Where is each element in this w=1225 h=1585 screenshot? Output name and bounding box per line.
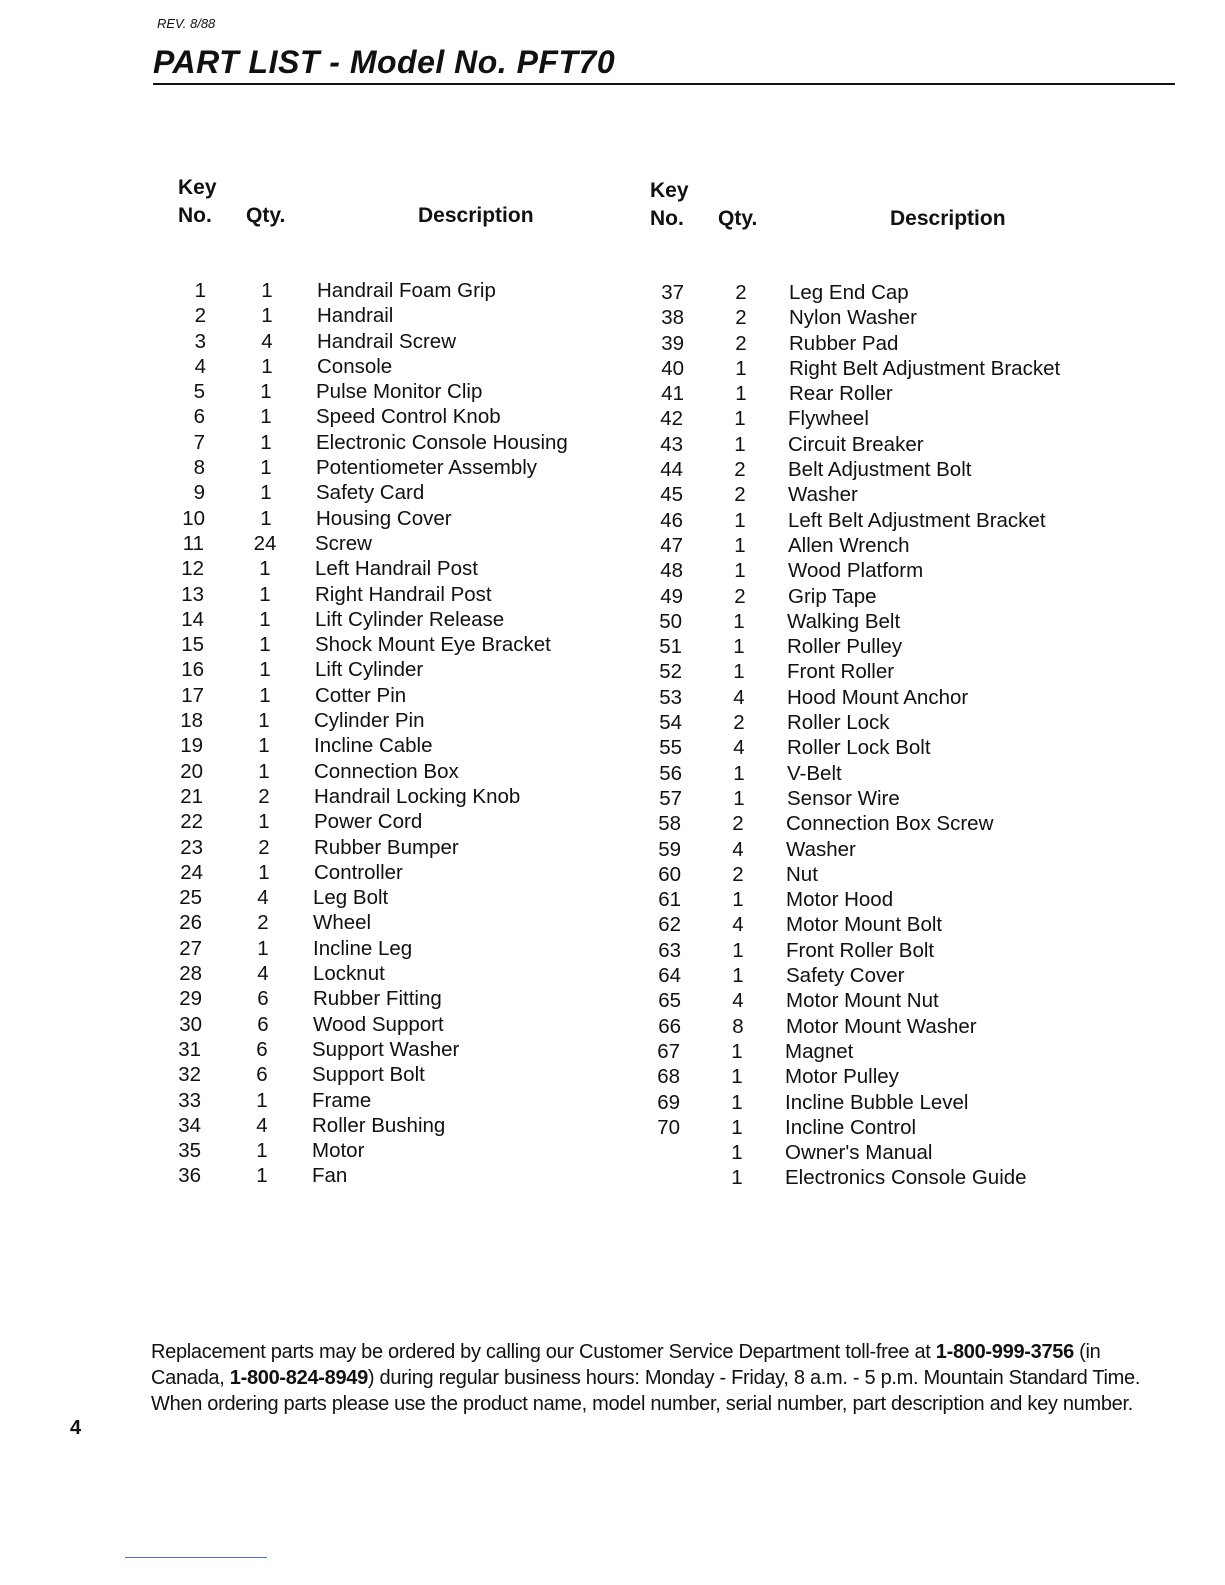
part-description: Incline Cable xyxy=(314,734,433,758)
part-description: Speed Control Knob xyxy=(316,405,501,429)
part-description: Cotter Pin xyxy=(315,683,407,707)
key-header-line1: Key xyxy=(650,179,689,202)
part-description: Motor Mount Nut xyxy=(786,989,939,1013)
part-key-number: 16 xyxy=(181,658,204,682)
part-key-number: 51 xyxy=(659,635,682,659)
part-description: Nylon Washer xyxy=(789,306,917,330)
part-quantity: 1 xyxy=(258,734,270,758)
part-description: Nut xyxy=(786,862,818,886)
part-quantity: 1 xyxy=(258,860,270,884)
part-description: Left Handrail Post xyxy=(315,557,478,581)
part-quantity: 1 xyxy=(261,354,273,378)
part-description: Wood Platform xyxy=(788,559,924,583)
qty-header: Qty. xyxy=(246,204,286,227)
part-key-number: 6 xyxy=(193,405,205,429)
part-quantity: 1 xyxy=(732,888,744,912)
part-key-number: 41 xyxy=(661,382,684,406)
part-quantity: 4 xyxy=(732,913,744,937)
part-quantity: 1 xyxy=(257,936,269,960)
part-key-number: 53 xyxy=(659,685,682,709)
part-quantity: 1 xyxy=(733,761,745,785)
key-header-line2: No. xyxy=(178,204,212,227)
part-key-number: 47 xyxy=(660,533,683,557)
part-quantity: 1 xyxy=(732,938,744,962)
part-quantity: 1 xyxy=(259,658,271,682)
part-key-number: 23 xyxy=(180,835,203,859)
title-rule xyxy=(153,83,1175,85)
part-description: Electronic Console Housing xyxy=(316,430,568,454)
part-description: Motor Hood xyxy=(786,888,894,912)
key-header-line2: No. xyxy=(650,207,684,230)
part-quantity: 4 xyxy=(732,989,744,1013)
part-key-number: 10 xyxy=(182,506,205,530)
part-key-number: 43 xyxy=(660,432,683,456)
part-key-number: 69 xyxy=(657,1090,680,1114)
part-description: Safety Cover xyxy=(786,964,905,988)
part-description: Lift Cylinder xyxy=(315,658,424,682)
part-key-number: 50 xyxy=(659,609,682,633)
part-key-number: 28 xyxy=(179,962,202,986)
part-description: Handrail Locking Knob xyxy=(314,784,521,808)
footer-text-3: ) during regular business hours: Monday - Friday, 8 a.m. - 5 p.m. Mountain Standard Time. When ordering parts please use the product name, model number, serial number, part description and key number. xyxy=(151,1367,1141,1415)
part-quantity: 4 xyxy=(261,329,273,353)
part-key-number: 2 xyxy=(194,304,206,328)
part-key-number: 62 xyxy=(658,913,681,937)
part-key-number: 54 xyxy=(659,711,682,735)
part-quantity: 1 xyxy=(259,683,271,707)
part-key-number: 21 xyxy=(180,784,203,808)
part-key-number: 48 xyxy=(660,559,683,583)
qty-header-right: Qty. xyxy=(718,207,758,230)
part-description: Handrail Screw xyxy=(317,329,456,353)
part-description: Connection Box Screw xyxy=(786,812,994,836)
part-quantity: 1 xyxy=(731,1039,743,1063)
part-quantity: 24 xyxy=(253,531,277,555)
part-quantity: 2 xyxy=(734,584,746,608)
part-quantity: 1 xyxy=(258,709,270,733)
part-key-number: 37 xyxy=(661,281,684,304)
part-quantity: 1 xyxy=(734,559,746,583)
part-key-number: 34 xyxy=(178,1113,201,1137)
part-key-number: 25 xyxy=(179,886,202,910)
part-quantity: 2 xyxy=(735,306,747,330)
part-description: Roller Lock Bolt xyxy=(787,736,931,760)
part-key-number: 70 xyxy=(657,1115,680,1139)
part-quantity: 1 xyxy=(734,432,746,456)
part-key-number: 38 xyxy=(661,306,684,330)
part-key-number: 14 xyxy=(181,607,204,631)
part-quantity: 1 xyxy=(259,557,271,581)
part-description: Belt Adjustment Bolt xyxy=(788,458,972,482)
part-quantity: 1 xyxy=(734,407,746,431)
page-number: 4 xyxy=(70,1417,82,1439)
part-description: Frame xyxy=(312,1088,372,1112)
part-description: Screw xyxy=(315,531,372,555)
phone-canada: 1-800-824-8949 xyxy=(229,1367,368,1389)
part-description: Washer xyxy=(786,837,856,861)
part-quantity: 1 xyxy=(731,1115,743,1139)
part-description: Roller Lock xyxy=(787,711,890,735)
part-key-number: 33 xyxy=(178,1088,201,1112)
part-key-number: 19 xyxy=(180,734,203,758)
part-quantity: 1 xyxy=(261,279,273,302)
part-quantity: 1 xyxy=(259,582,271,606)
part-quantity: 1 xyxy=(731,1166,743,1190)
part-description: Fan xyxy=(312,1164,348,1188)
part-key-number: 52 xyxy=(659,660,682,684)
ordering-info xyxy=(151,1339,1151,1417)
part-key-number: 18 xyxy=(180,709,203,733)
part-key-number: 22 xyxy=(180,810,203,834)
part-description: Leg Bolt xyxy=(313,886,389,910)
part-key-number: 35 xyxy=(178,1139,201,1163)
part-description: Lift Cylinder Release xyxy=(315,607,505,631)
part-key-number: 5 xyxy=(193,380,205,404)
part-description: Hood Mount Anchor xyxy=(787,685,969,709)
part-quantity: 6 xyxy=(257,987,269,1011)
part-description: Console xyxy=(317,354,393,378)
part-description: Safety Card xyxy=(316,481,425,505)
part-description: Left Belt Adjustment Bracket xyxy=(788,508,1046,532)
part-quantity: 1 xyxy=(256,1088,268,1112)
part-key-number: 31 xyxy=(178,1037,201,1061)
part-key-number: 27 xyxy=(179,936,202,960)
part-description: Wheel xyxy=(313,911,372,935)
part-quantity: 1 xyxy=(261,304,273,328)
footer-text-2: (in Canada, xyxy=(151,1341,1101,1389)
part-description: Owner's Manual xyxy=(785,1141,933,1165)
part-key-number: 46 xyxy=(660,508,683,532)
part-quantity: 1 xyxy=(259,607,271,631)
part-key-number: 12 xyxy=(181,557,204,581)
part-quantity: 2 xyxy=(733,711,745,735)
part-quantity: 4 xyxy=(733,736,745,760)
part-quantity: 1 xyxy=(256,1139,268,1163)
part-key-number: 61 xyxy=(658,888,681,912)
part-key-number: 9 xyxy=(193,481,205,505)
part-quantity: 8 xyxy=(732,1014,744,1038)
part-key-number: 24 xyxy=(180,860,203,884)
part-key-number: 4 xyxy=(194,354,206,378)
part-quantity: 2 xyxy=(735,281,747,304)
part-description: Wood Support xyxy=(313,1012,444,1036)
page-title: PART LIST - Model No. PFT70 xyxy=(153,44,616,80)
part-quantity: 1 xyxy=(733,609,745,633)
key-header xyxy=(178,174,217,230)
part-key-number: 42 xyxy=(660,407,683,431)
part-key-number: 7 xyxy=(193,430,205,454)
revision-label: REV. 8/88 xyxy=(157,16,216,31)
part-quantity: 2 xyxy=(258,835,270,859)
part-key-number: 39 xyxy=(661,331,684,355)
part-key-number: 63 xyxy=(658,938,681,962)
part-description: Rubber Bumper xyxy=(314,835,459,859)
part-description: Front Roller Bolt xyxy=(786,938,935,962)
key-header-line1: Key xyxy=(178,176,217,199)
part-quantity: 1 xyxy=(256,1164,268,1188)
part-description: Circuit Breaker xyxy=(788,432,924,456)
part-description: Cylinder Pin xyxy=(314,709,425,733)
part-quantity: 1 xyxy=(260,481,272,505)
part-key-number: 40 xyxy=(661,356,684,380)
part-description: Rubber Pad xyxy=(789,331,899,355)
part-key-number: 15 xyxy=(181,633,204,657)
part-quantity: 4 xyxy=(257,886,269,910)
part-key-number: 64 xyxy=(658,964,681,988)
part-description: Incline Bubble Level xyxy=(785,1090,969,1114)
part-key-number: 66 xyxy=(658,1014,681,1038)
part-description: Motor Mount Washer xyxy=(786,1014,977,1038)
part-key-number: 68 xyxy=(657,1065,680,1089)
part-key-number: 36 xyxy=(178,1164,201,1188)
part-description: Motor xyxy=(312,1139,365,1163)
part-key-number: 58 xyxy=(658,812,681,836)
part-description: Power Cord xyxy=(314,810,423,834)
part-quantity: 1 xyxy=(735,356,747,380)
part-description: Incline Leg xyxy=(313,936,413,960)
part-description: Motor Pulley xyxy=(785,1065,899,1089)
part-description: Controller xyxy=(314,860,403,884)
part-quantity: 1 xyxy=(734,508,746,532)
part-key-number: 26 xyxy=(179,911,202,935)
part-description: Rubber Fitting xyxy=(313,987,442,1011)
part-description: Support Bolt xyxy=(312,1063,425,1087)
scan-artifact-line xyxy=(125,1557,267,1558)
part-key-number: 49 xyxy=(660,584,683,608)
part-quantity: 1 xyxy=(260,380,272,404)
part-description: Housing Cover xyxy=(316,506,452,530)
part-description: Washer xyxy=(788,483,858,507)
part-quantity: 2 xyxy=(734,458,746,482)
part-description: Front Roller xyxy=(787,660,895,684)
part-quantity: 4 xyxy=(256,1113,268,1137)
part-key-number: 8 xyxy=(193,456,205,480)
part-quantity: 1 xyxy=(260,405,272,429)
part-description: Magnet xyxy=(785,1039,854,1063)
part-key-number: 29 xyxy=(179,987,202,1011)
part-quantity: 4 xyxy=(733,685,745,709)
part-quantity: 4 xyxy=(257,962,269,986)
part-key-number: 55 xyxy=(659,736,682,760)
part-quantity: 2 xyxy=(257,911,269,935)
part-quantity: 6 xyxy=(256,1063,268,1087)
part-description: V-Belt xyxy=(787,761,842,785)
part-description: Roller Pulley xyxy=(787,635,903,659)
part-description: Motor Mount Bolt xyxy=(786,913,943,937)
part-description: Electronics Console Guide xyxy=(785,1166,1027,1190)
part-key-number: 17 xyxy=(181,683,204,707)
part-quantity: 1 xyxy=(260,456,272,480)
part-description: Right Handrail Post xyxy=(315,582,492,606)
description-header: Description xyxy=(418,204,534,227)
part-description: Handrail Foam Grip xyxy=(317,279,496,302)
part-quantity: 1 xyxy=(258,810,270,834)
part-key-number: 57 xyxy=(659,786,682,810)
part-description: Right Belt Adjustment Bracket xyxy=(789,356,1061,380)
part-key-number: 60 xyxy=(658,862,681,886)
part-key-number: 30 xyxy=(179,1012,202,1036)
part-description: Rear Roller xyxy=(789,382,893,406)
part-quantity: 1 xyxy=(260,430,272,454)
part-description: Leg End Cap xyxy=(789,281,909,304)
part-quantity: 1 xyxy=(735,382,747,406)
part-quantity: 2 xyxy=(258,784,270,808)
part-description: Locknut xyxy=(313,962,385,986)
part-quantity: 1 xyxy=(731,1141,743,1165)
part-key-number: 1 xyxy=(194,279,206,302)
part-description: Roller Bushing xyxy=(312,1113,446,1137)
part-description: Support Washer xyxy=(312,1037,460,1061)
description-header-right: Description xyxy=(890,207,1006,230)
footer-text-1: Replacement parts may be ordered by calling our Customer Service Department toll-free at xyxy=(151,1341,936,1363)
part-quantity: 6 xyxy=(256,1037,268,1061)
key-header-right xyxy=(650,177,689,233)
part-description: Walking Belt xyxy=(787,609,901,633)
part-quantity: 1 xyxy=(731,1065,743,1089)
part-key-number: 20 xyxy=(180,759,203,783)
part-quantity: 2 xyxy=(735,331,747,355)
part-key-number: 56 xyxy=(659,761,682,785)
part-quantity: 1 xyxy=(260,506,272,530)
part-quantity: 1 xyxy=(733,786,745,810)
part-key-number: 44 xyxy=(660,458,683,482)
part-description: Connection Box xyxy=(314,759,459,783)
part-key-number: 32 xyxy=(178,1063,201,1087)
part-quantity: 6 xyxy=(257,1012,269,1036)
part-key-number: 59 xyxy=(658,837,681,861)
part-description: Handrail xyxy=(317,304,394,328)
phone-us: 1-800-999-3756 xyxy=(935,1341,1074,1363)
part-quantity: 1 xyxy=(734,533,746,557)
part-description: Incline Control xyxy=(785,1115,917,1139)
part-quantity: 2 xyxy=(732,812,744,836)
part-quantity: 1 xyxy=(733,635,745,659)
part-quantity: 2 xyxy=(732,862,744,886)
part-description: Potentiometer Assembly xyxy=(316,456,538,480)
part-quantity: 1 xyxy=(258,759,270,783)
part-quantity: 1 xyxy=(731,1090,743,1114)
part-quantity: 2 xyxy=(734,483,746,507)
part-quantity: 1 xyxy=(733,660,745,684)
part-description: Allen Wrench xyxy=(788,533,910,557)
part-key-number: 13 xyxy=(181,582,204,606)
part-key-number: 65 xyxy=(658,989,681,1013)
part-description: Pulse Monitor Clip xyxy=(316,380,483,404)
part-key-number: 67 xyxy=(657,1039,680,1063)
part-description: Flywheel xyxy=(788,407,869,431)
part-key-number: 45 xyxy=(660,483,683,507)
part-description: Sensor Wire xyxy=(787,786,900,810)
part-key-number: 3 xyxy=(194,329,206,353)
part-quantity: 1 xyxy=(732,964,744,988)
part-quantity: 1 xyxy=(259,633,271,657)
part-description: Shock Mount Eye Bracket xyxy=(315,633,551,657)
part-key-number: 11 xyxy=(182,531,204,555)
part-quantity: 4 xyxy=(732,837,744,861)
part-description: Grip Tape xyxy=(788,584,877,608)
